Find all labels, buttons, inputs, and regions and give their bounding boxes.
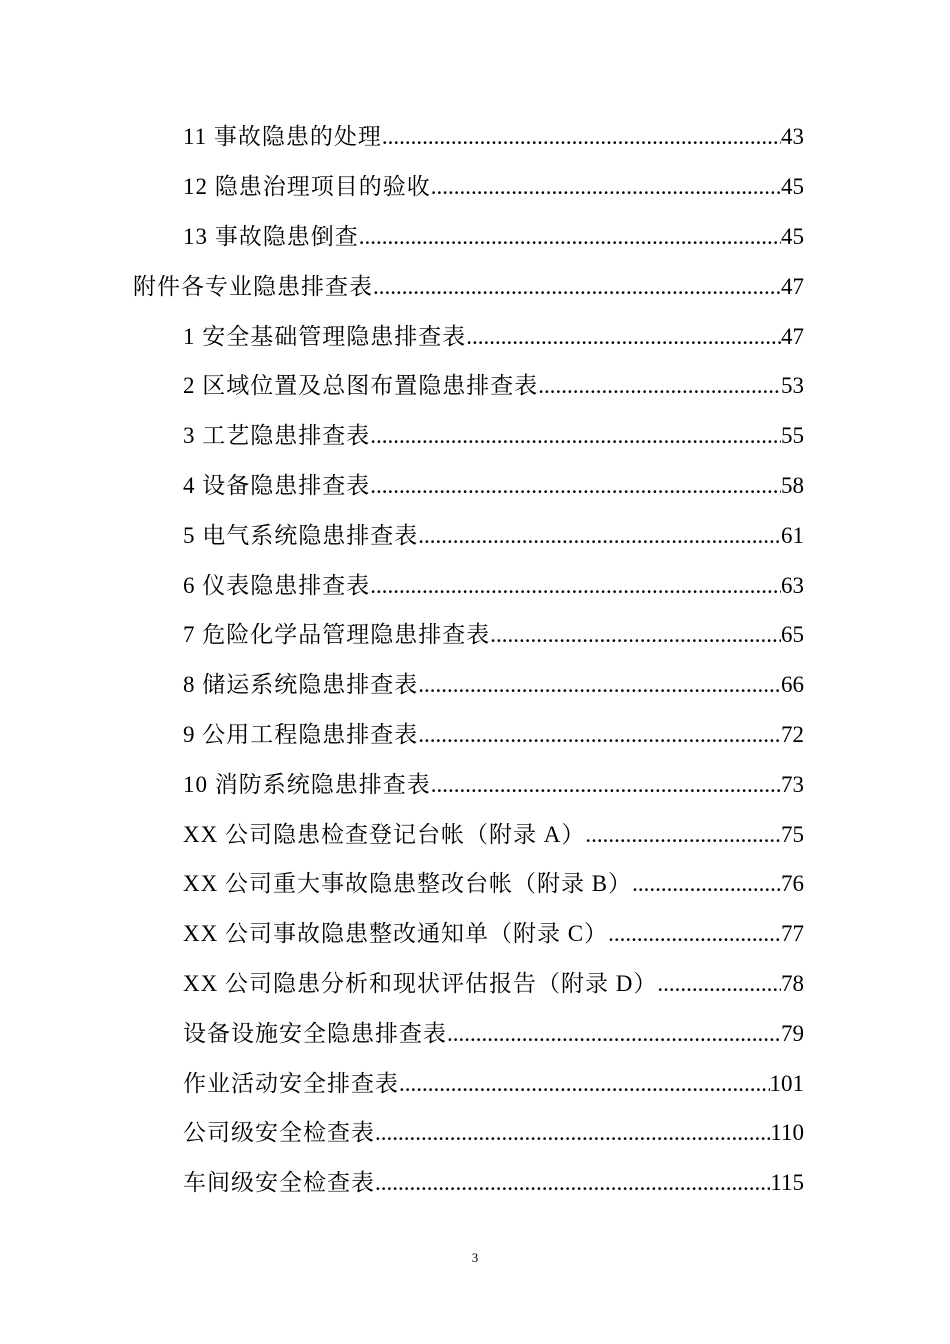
toc-entry[interactable] (0, 1008, 950, 1058)
toc-entry-title: 4 设备隐患排查表 (183, 472, 371, 498)
toc-entry-page: 47 (781, 273, 804, 299)
toc-dot-leader (370, 474, 781, 497)
toc-entry[interactable] (0, 809, 950, 859)
toc-entry-page: 115 (770, 1170, 804, 1196)
toc-dot-leader (418, 673, 781, 696)
toc-entry-page: 63 (781, 572, 804, 598)
toc-dot-leader (538, 374, 781, 397)
toc-entry-page: 45 (781, 223, 804, 249)
toc-entry[interactable] (0, 1108, 950, 1158)
toc-entry-page: 66 (781, 672, 804, 698)
toc-entry-title: 6 仪表隐患排查表 (183, 572, 371, 598)
toc-entry[interactable] (0, 361, 950, 411)
toc-dot-leader (370, 424, 781, 447)
toc-entry-page: 72 (781, 721, 804, 747)
toc-entry[interactable] (0, 461, 950, 511)
toc-entry[interactable] (0, 660, 950, 710)
toc-entry-title: 公司级安全检查表 (183, 1120, 375, 1146)
toc-dot-leader (431, 773, 781, 796)
toc-entry-title: 5 电气系统隐患排查表 (183, 522, 419, 548)
toc-entry-page: 78 (781, 970, 804, 996)
toc-dot-leader (585, 823, 781, 846)
toc-dot-leader (447, 1022, 781, 1045)
toc-entry[interactable] (0, 1058, 950, 1108)
toc-entry-title: 10 消防系统隐患排查表 (183, 771, 431, 797)
toc-entry[interactable] (0, 859, 950, 909)
toc-entry-title: 设备设施安全隐患排查表 (183, 1020, 447, 1046)
toc-entry-title: 车间级安全检查表 (183, 1170, 375, 1196)
toc-dot-leader (418, 723, 781, 746)
toc-entry-title: 13 事故隐患倒查 (183, 223, 359, 249)
toc-entry[interactable] (0, 610, 950, 660)
toc-entry[interactable] (0, 112, 950, 162)
toc-entry-title: 2 区域位置及总图布置隐患排查表 (183, 373, 539, 399)
toc-dot-leader (375, 1121, 770, 1144)
toc-entry[interactable] (0, 710, 950, 760)
toc-entry-title: 11 事故隐患的处理 (183, 124, 382, 150)
toc-dot-leader (431, 175, 781, 198)
toc-entry[interactable] (0, 510, 950, 560)
toc-entry-title: 12 隐患治理项目的验收 (183, 174, 431, 200)
toc-entry[interactable] (0, 261, 950, 311)
toc-entry[interactable] (0, 759, 950, 809)
toc-entry-title: 8 储运系统隐患排查表 (183, 672, 419, 698)
toc-entry-page: 76 (781, 871, 804, 897)
toc-entry[interactable] (0, 909, 950, 959)
toc-entry-page: 77 (781, 921, 804, 947)
toc-entry-page: 53 (781, 373, 804, 399)
toc-entry-page: 110 (770, 1120, 804, 1146)
toc-dot-leader (418, 524, 781, 547)
toc-entry-title: 附件各专业隐患排查表 (133, 273, 373, 299)
toc-dot-leader (490, 623, 781, 646)
toc-entry-page: 101 (769, 1070, 804, 1096)
toc-entry-page: 47 (781, 323, 804, 349)
toc-dot-leader (608, 922, 781, 945)
toc-entry[interactable] (0, 560, 950, 610)
toc-entry[interactable] (0, 212, 950, 262)
toc-entry-page: 75 (781, 821, 804, 847)
toc-entry-page: 61 (781, 522, 804, 548)
toc-entry-page: 45 (781, 174, 804, 200)
toc-dot-leader (466, 325, 781, 348)
toc-entry-title: 3 工艺隐患排查表 (183, 423, 371, 449)
toc-dot-leader (399, 1072, 770, 1095)
toc-dot-leader (632, 872, 781, 895)
toc-entry-title: 1 安全基础管理隐患排查表 (183, 323, 467, 349)
toc-entry[interactable] (0, 959, 950, 1009)
toc-dot-leader (657, 972, 781, 995)
toc-dot-leader (373, 275, 781, 298)
page-number: 3 (471, 1250, 479, 1265)
toc-entry[interactable] (0, 311, 950, 361)
toc-entry-page: 79 (781, 1020, 804, 1046)
toc-entry-title: 作业活动安全排查表 (183, 1070, 399, 1096)
toc-dot-leader (382, 125, 781, 148)
toc-dot-leader (359, 225, 781, 248)
toc-entry-title: XX 公司隐患分析和现状评估报告（附录 D） (183, 970, 658, 996)
toc-entry-page: 73 (781, 771, 804, 797)
toc-entry-page: 43 (781, 124, 804, 150)
toc-entry[interactable] (0, 1158, 950, 1208)
toc-entry[interactable] (0, 411, 950, 461)
toc-entry-page: 65 (781, 622, 804, 648)
toc-entry-title: XX 公司重大事故隐患整改台帐（附录 B） (183, 871, 633, 897)
toc-entry-title: 9 公用工程隐患排查表 (183, 721, 419, 747)
toc-entry-title: 7 危险化学品管理隐患排查表 (183, 622, 491, 648)
toc-dot-leader (370, 574, 781, 597)
toc-entry-page: 58 (781, 472, 804, 498)
toc-entry[interactable] (0, 162, 950, 212)
toc-entry-page: 55 (781, 423, 804, 449)
toc-entry-title: XX 公司隐患检查登记台帐（附录 A） (183, 821, 586, 847)
toc-entry-title: XX 公司事故隐患整改通知单（附录 C） (183, 921, 609, 947)
table-of-contents (0, 112, 950, 1208)
toc-dot-leader (375, 1171, 770, 1194)
